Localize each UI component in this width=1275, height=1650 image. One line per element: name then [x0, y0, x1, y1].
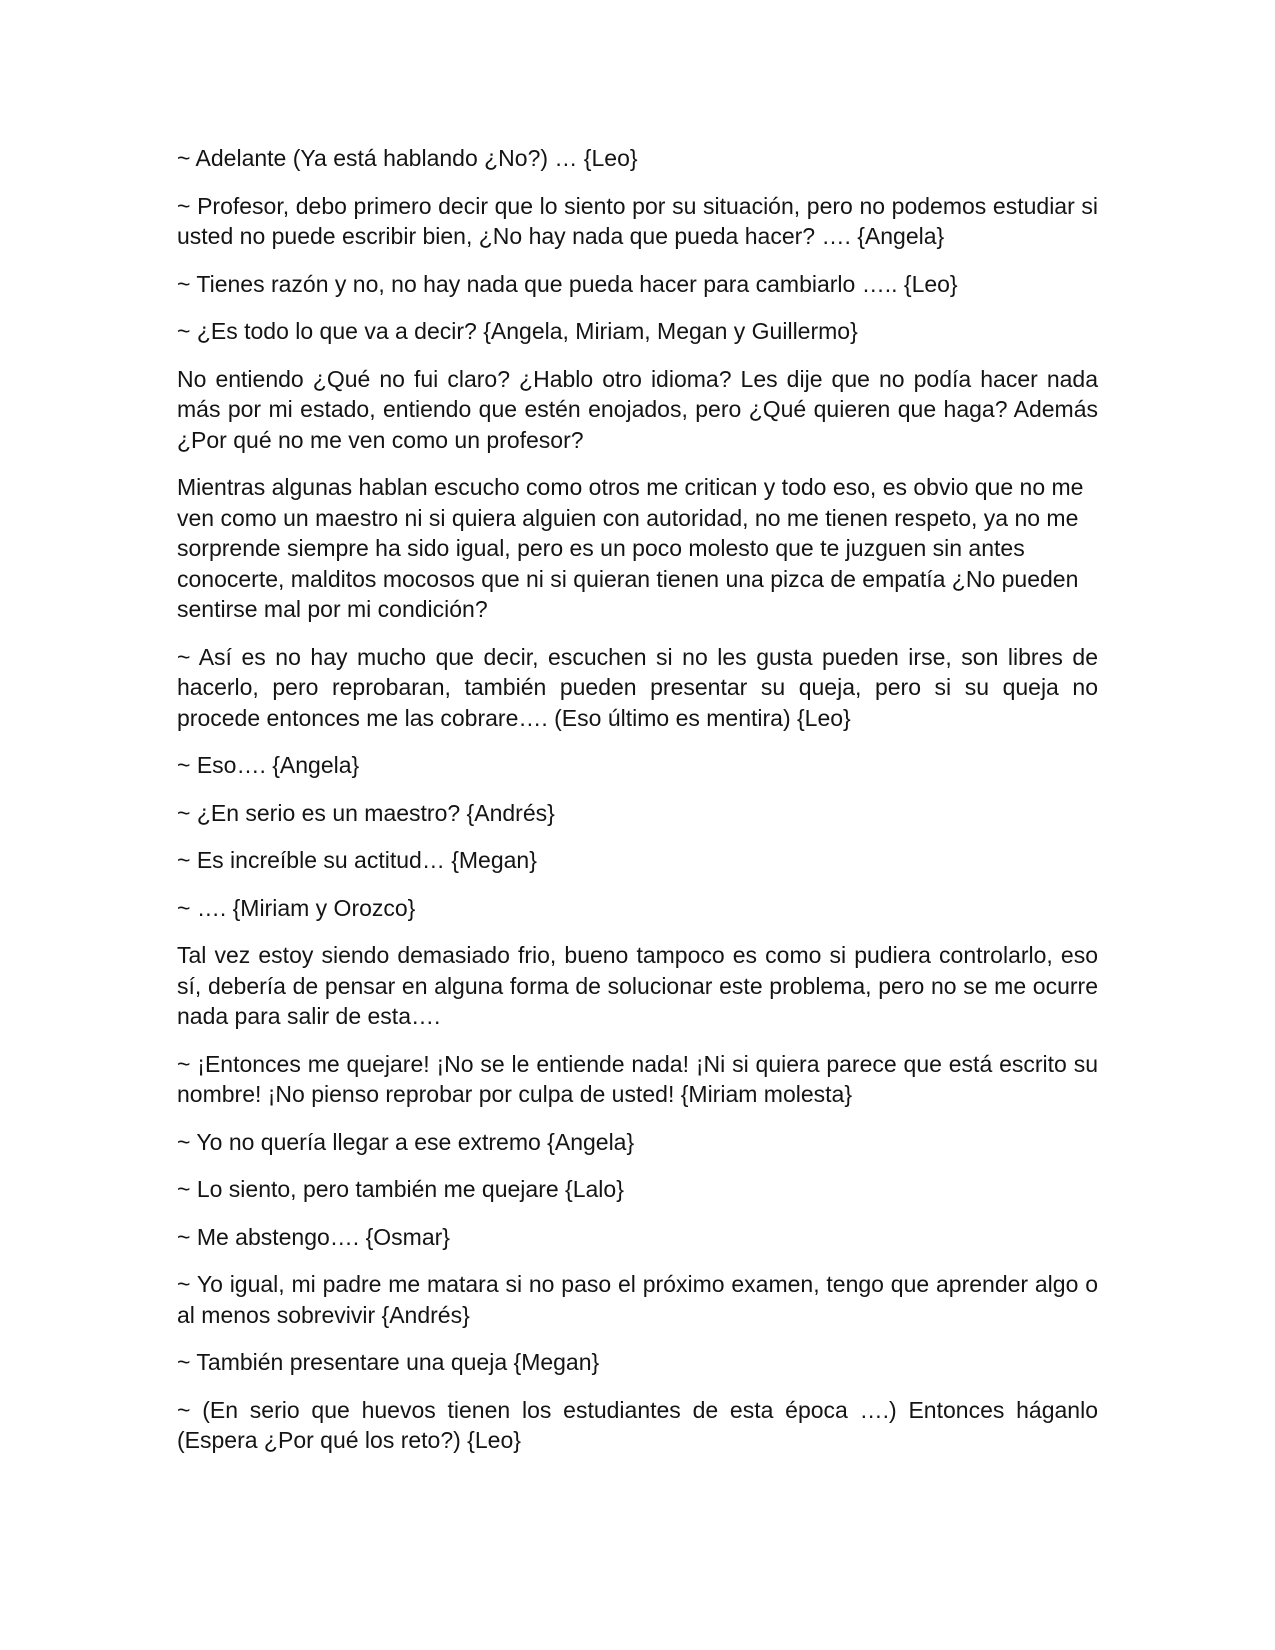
dialogue-line: ~ Tienes razón y no, no hay nada que pueda hacer para cambiarlo ….. {Leo} — [177, 270, 958, 297]
dialogue-line: ~ …. {Miriam y Orozco} — [177, 894, 416, 921]
dialogue-line: ~ Es increíble su actitud… {Megan} — [177, 847, 537, 873]
narration-paragraph: No entiendo ¿Qué no fui claro? ¿Hablo otro idioma? Les dije que no podía hacer nada más por mi estado, entiendo que estén enojados, pero ¿Qué quieren que haga? Además ¿Por qué no me ven como un profesor? — [177, 365, 1098, 453]
dialogue-line: ~ ¡Entonces me quejare! ¡No se le entiende nada! ¡Ni si quiera parece que está escrito su nombre! ¡No pienso reprobar por culpa de usted! {Miriam molesta} — [177, 1050, 1098, 1107]
dialogue-line: ~ Eso…. {Angela} — [177, 752, 360, 778]
narration-paragraph: Mientras algunas hablan escucho como otros me critican y todo eso, es obvio que no me ven como un maestro ni si quiera alguien con autoridad, no me tienen respeto, ya no me sorprende siempre ha sido igual, pero es un poco molesto que te juzguen sin antes conocerte, malditos mocosos que ni si quieran tienen una pizca de empatía ¿No pueden sentirse mal por mi condición? — [177, 474, 1084, 622]
dialogue-line: ~ ¿Es todo lo que va a decir? {Angela, Miriam, Megan y Guillermo} — [177, 318, 858, 344]
dialogue-line: ~ Así es no hay mucho que decir, escuchen si no les gusta pueden irse, son libres de hacerlo, pero reprobaran, también pueden presentar su queja, pero si su queja no procede entonces me las cobrare…. (Eso último es mentira) {Leo} — [177, 643, 1098, 731]
narration-paragraph: Tal vez estoy siendo demasiado frio, bueno tampoco es como si pudiera controlarlo, eso sí, debería de pensar en alguna forma de solucionar este problema, pero no se me ocurre nada para salir de esta…. — [177, 942, 1098, 1029]
dialogue-line: ~ (En serio que huevos tienen los estudiantes de esta época ….) Entonces háganlo (Espera ¿Por qué los reto?) {Leo} — [177, 1396, 1098, 1453]
dialogue-line: ~ También presentare una queja {Megan} — [177, 1349, 600, 1375]
document-page — [177, 143, 1098, 1473]
dialogue-line: ~ ¿En serio es un maestro? {Andrés} — [177, 799, 555, 826]
dialogue-line: ~ Me abstengo…. {Osmar} — [177, 1223, 450, 1250]
dialogue-line: ~ Adelante (Ya está hablando ¿No?) … {Leo} — [177, 145, 638, 171]
dialogue-line: ~ Yo igual, mi padre me matara si no paso el próximo examen, tengo que aprender algo o al menos sobrevivir {Andrés} — [177, 1271, 1098, 1328]
dialogue-line: ~ Lo siento, pero también me quejare {Lalo} — [177, 1176, 624, 1202]
dialogue-line: ~ Profesor, debo primero decir que lo siento por su situación, pero no podemos estudiar si usted no puede escribir bien, ¿No hay nada que pueda hacer? …. {Angela} — [177, 192, 1098, 249]
dialogue-line: ~ Yo no quería llegar a ese extremo {Angela} — [177, 1128, 635, 1155]
